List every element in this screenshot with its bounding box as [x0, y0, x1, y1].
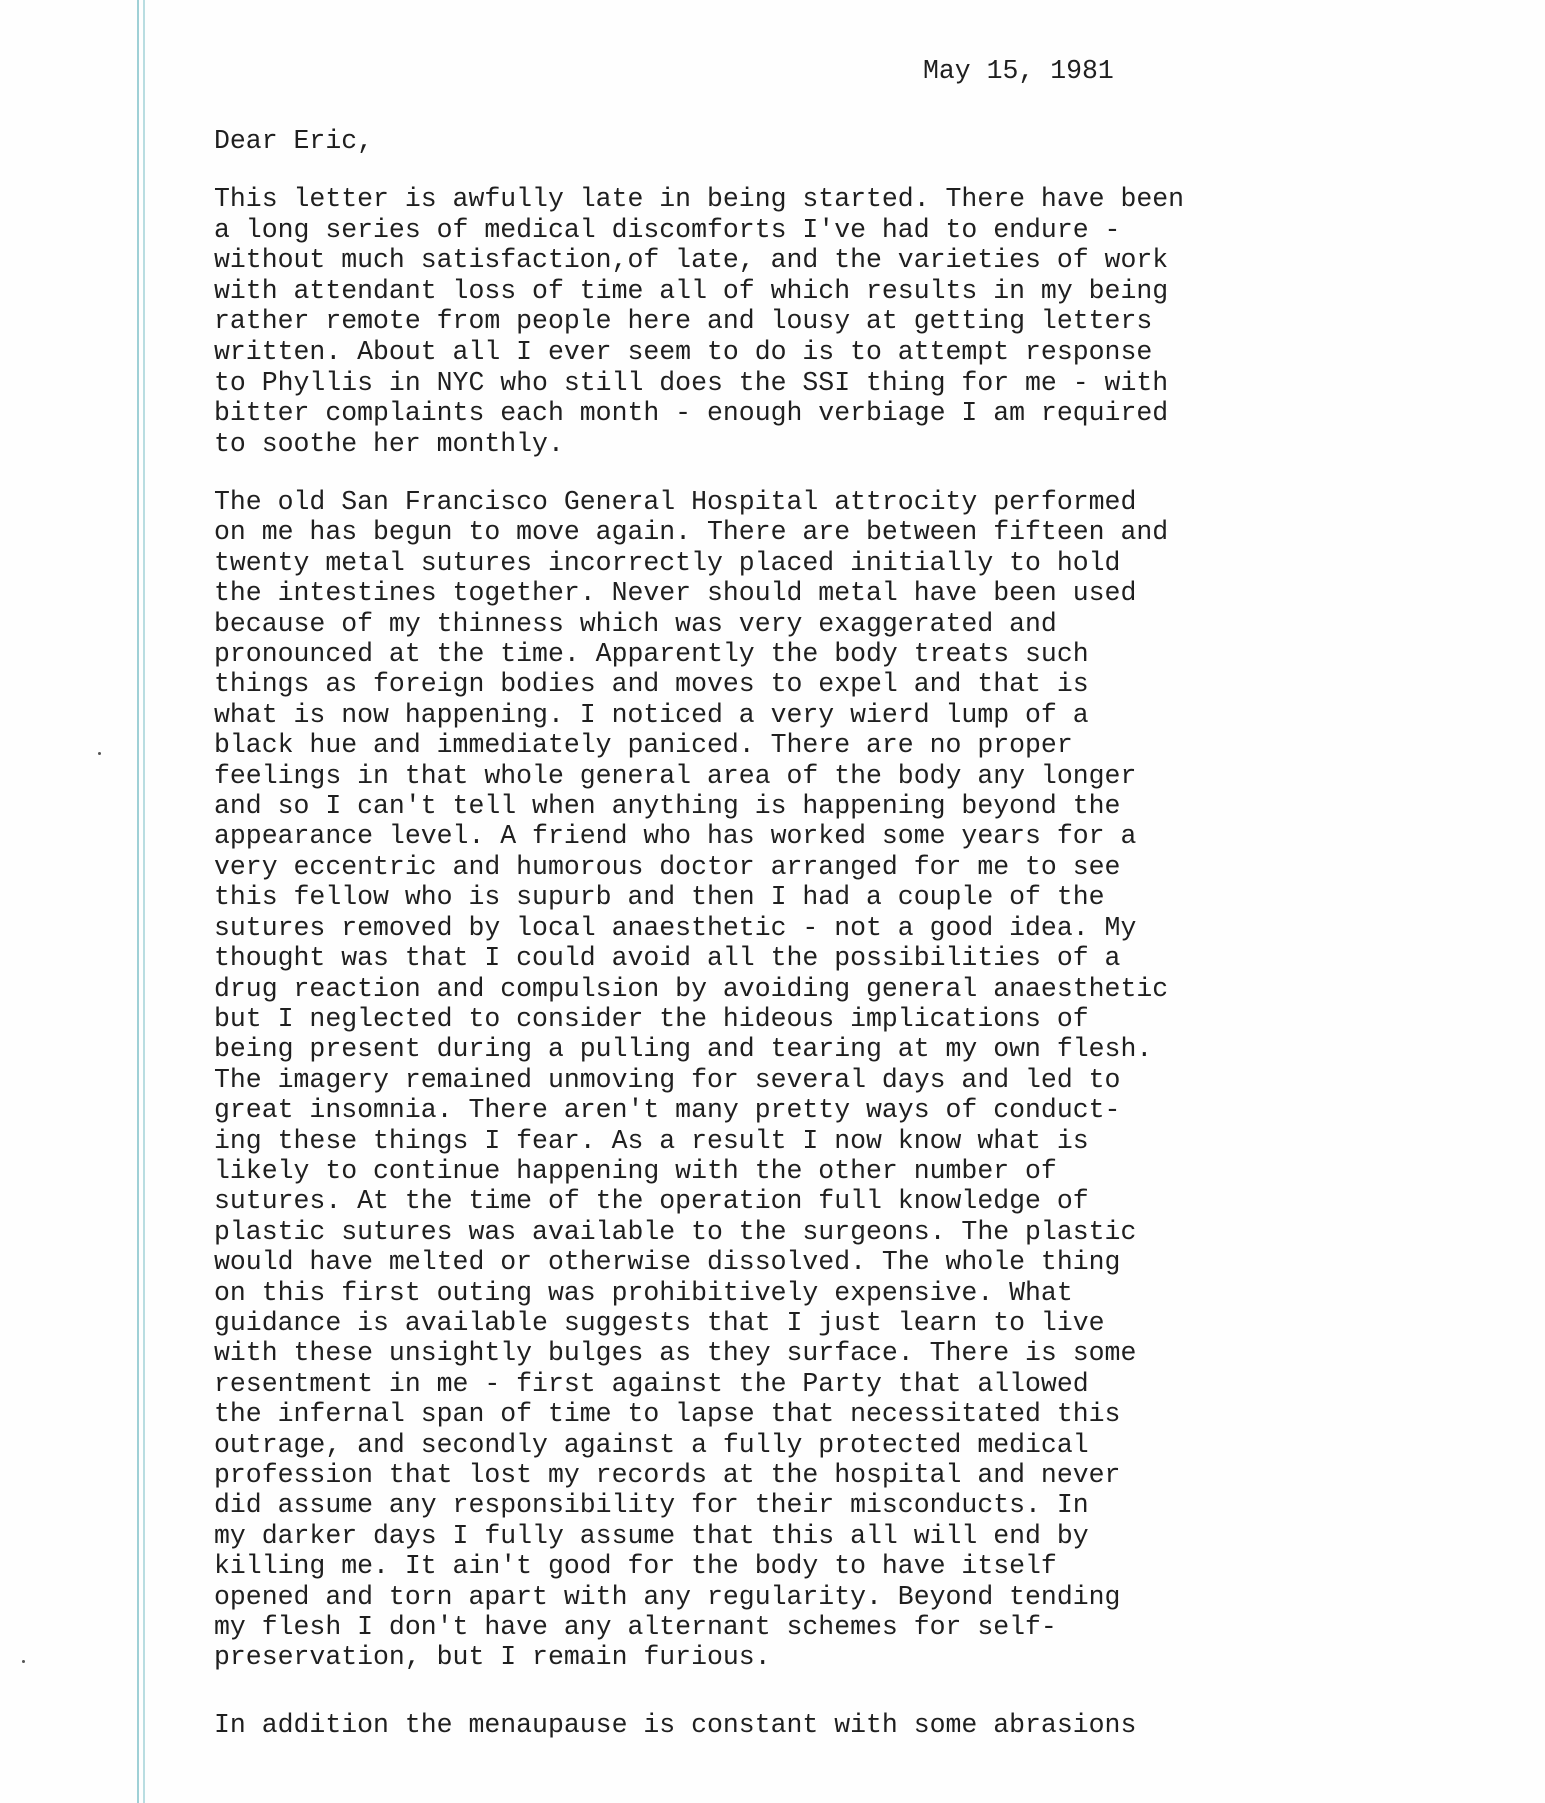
paragraph-1 — [214, 184, 1184, 459]
text-line: very eccentric and humorous doctor arranged for me to see — [214, 851, 1121, 882]
text-line: my darker days I fully assume that this all will end by — [214, 1520, 1089, 1551]
text-line: on this first outing was prohibitively expensive. What — [214, 1277, 1073, 1308]
text-line: drug reaction and compulsion by avoiding general anaesthetic — [214, 973, 1169, 1004]
paragraph-3 — [214, 1710, 1136, 1740]
text-line: without much satisfaction,of late, and the varieties of work — [214, 245, 1169, 276]
text-line: plastic sutures was available to the surgeons. The plastic — [214, 1216, 1137, 1247]
text-line: with attendant loss of time all of which results in my being — [214, 275, 1169, 306]
text-line: guidance is available suggests that I just learn to live — [214, 1307, 1105, 1338]
text-line: The imagery remained unmoving for several days and led to — [214, 1064, 1121, 1095]
text-line: my flesh I don't have any alternant schemes for self- — [214, 1612, 1057, 1643]
text-line: what is now happening. I noticed a very wierd lump of a — [214, 699, 1089, 730]
letter-date: May 15, 1981 — [923, 56, 1114, 86]
stray-ink-dot — [22, 1660, 25, 1663]
text-line: this fellow who is supurb and then I had a couple of the — [214, 882, 1105, 913]
text-line: great insomnia. There aren't many pretty ways of conduct- — [214, 1095, 1121, 1126]
text-line: The old San Francisco General Hospital attrocity performed — [214, 487, 1137, 517]
text-line: resentment in me - first against the Party that allowed — [214, 1368, 1089, 1399]
text-line: pronounced at the time. Apparently the body treats such — [214, 639, 1089, 670]
text-line: This letter is awfully late in being started. There have been — [214, 184, 1185, 214]
text-line: to Phyllis in NYC who still does the SSI thing for me - with — [214, 367, 1169, 398]
text-line: thought was that I could avoid all the possibilities of a — [214, 943, 1121, 974]
text-line: ing these things I fear. As a result I now know what is — [214, 1125, 1089, 1156]
text-line: black hue and immediately paniced. There are no proper — [214, 730, 1073, 761]
text-line: outrage, and secondly against a fully protected medical — [214, 1429, 1089, 1460]
text-line: likely to continue happening with the other number of — [214, 1155, 1057, 1186]
text-line: rather remote from people here and lousy at getting letters — [214, 306, 1153, 337]
text-line: In addition the menaupause is constant with some abrasions — [214, 1710, 1137, 1740]
text-line: preservation, but I remain furious. — [214, 1642, 771, 1673]
paragraph-2 — [214, 487, 1168, 1673]
text-line: appearance level. A friend who has worked some years for a — [214, 821, 1137, 852]
text-line: profession that lost my records at the hospital and never — [214, 1460, 1121, 1490]
text-line: would have melted or otherwise dissolved. The whole thing — [214, 1247, 1121, 1278]
text-line: but I neglected to consider the hideous implications of — [214, 1003, 1089, 1034]
text-line: feelings in that whole general area of the body any longer — [214, 760, 1137, 791]
text-line: sutures removed by local anaesthetic - not a good idea. My — [214, 912, 1137, 943]
text-line: twenty metal sutures incorrectly placed initially to hold — [214, 547, 1121, 578]
salutation: Dear Eric, — [214, 126, 374, 156]
text-line: with these unsightly bulges as they surface. There is some — [214, 1338, 1137, 1369]
text-line: and so I can't tell when anything is happening beyond the — [214, 791, 1121, 822]
text-line: sutures. At the time of the operation full knowledge of — [214, 1186, 1089, 1217]
text-line: to soothe her monthly. — [214, 428, 564, 459]
text-line: being present during a pulling and tearing at my own flesh. — [214, 1034, 1153, 1065]
text-line: written. About all I ever seem to do is to attempt response — [214, 336, 1153, 367]
text-line: because of my thinness which was very exaggerated and — [214, 608, 1057, 639]
text-line: on me has begun to move again. There are between fifteen and — [214, 517, 1169, 548]
text-line: did assume any responsibility for their misconducts. In — [214, 1490, 1089, 1521]
margin-rule — [137, 0, 145, 1803]
text-line: opened and torn apart with any regularity. Beyond tending — [214, 1581, 1121, 1612]
text-line: bitter complaints each month - enough verbiage I am required — [214, 398, 1169, 429]
stray-ink-dot — [98, 752, 101, 755]
text-line: a long series of medical discomforts I've had to endure - — [214, 214, 1121, 245]
text-line: the intestines together. Never should metal have been used — [214, 578, 1137, 609]
text-line: killing me. It ain't good for the body to have itself — [214, 1551, 1057, 1582]
text-line: things as foreign bodies and moves to expel and that is — [214, 669, 1089, 700]
text-line: the infernal span of time to lapse that necessitated this — [214, 1399, 1121, 1430]
